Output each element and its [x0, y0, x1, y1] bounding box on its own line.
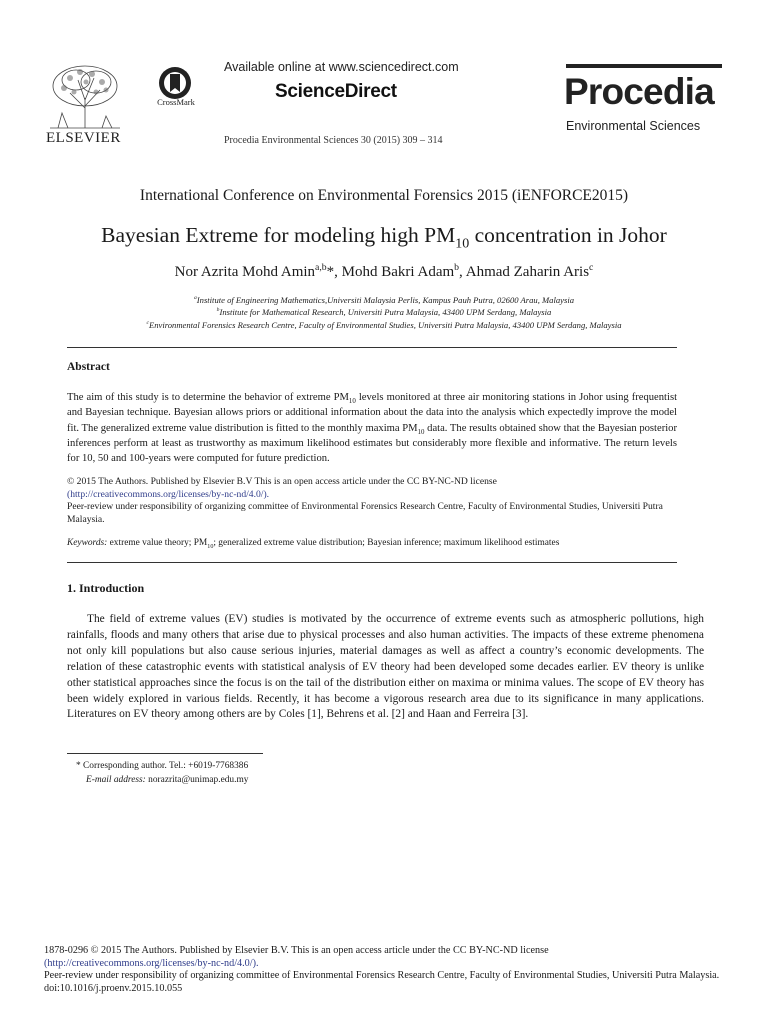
publisher-name: ELSEVIER — [46, 130, 121, 146]
journal-brand-subtitle: Environmental Sciences — [566, 119, 701, 133]
peer-review-statement: Peer-review under responsibility of organizing committee of Environmental Forensics Research Centre, Faculty of Environmental Studies, Universiti Putra Malaysia. — [67, 501, 663, 525]
conference-name: International Conference on Environmental Forensics 2015 (iENFORCE2015) — [139, 187, 629, 204]
abstract-heading: Abstract — [67, 361, 110, 373]
affiliation: $^b$Institute for Mathematical Research, Universiti Putra Malaysia, 43400 UPM Serdang, Malaysia — [216, 307, 552, 317]
affiliation: $^a$Institute of Engineering Mathematics,Universiti Malaysia Perlis, Kampus Pauh Putra, 02600 Arau, Malaysia — [193, 295, 574, 305]
author-email: E-mail address: norazrita@unimap.edu.my — [86, 775, 249, 785]
author-name: Ahmad Zaharin Aris — [465, 264, 590, 280]
footer-license-link[interactable]: (http://creativecommons.org/licenses/by-nc-nd/4.0/). — [44, 957, 259, 969]
affiliation: $^c$Environmental Forensics Research Centre, Faculty of Environmental Studies, Universiti Putra Malaysia, 43400 UPM Serdang, Malaysia — [146, 320, 622, 330]
available-online-text: Available online at www.sciencedirect.com — [224, 60, 459, 74]
author-list: Nor Azrita Mohd Amin$^{a,b}$*, Mohd Bakri Adam$^b$, Ahmad Zaharin Aris$^c$ — [174, 262, 594, 280]
license-statement: © 2015 The Authors. Published by Elsevier B.V This is an open access article under the CC BY-NC-ND license (http://creativecommons.org/licenses/by-nc-nd/4.0/). Peer-review under responsibility of organizing committee of Environmental Forensics Research Centre, Faculty of Environmental Studies, Universiti Putra Malaysia. — [67, 476, 687, 526]
doi[interactable]: doi:10.1016/j.proenv.2015.10.055 — [44, 982, 183, 994]
abstract-body: The aim of this study is to determine the behavior of extreme $PM_{10}$ levels monitored at three air monitoring stations in Johor using frequentist and Bayesian technique. Bayesian allows priors or additional information about the data into the analysis which expectedly improve the model fit. The generalized extreme value distribution is fitted to the monthly maxima $PM_{10}$ data. The results obtained show that the Bayesian posterior inferences perform at least as trustworthy as maximum likelihood estimates but considerably more flexible and informative. The return levels for 10, 50 and 100-years were computed for future prediction. — [67, 392, 678, 465]
corresponding-author: * Corresponding author. Tel.: +6019-7768386 — [76, 761, 249, 771]
license-link[interactable]: (http://creativecommons.org/licenses/by-nc-nd/4.0/). — [67, 488, 270, 500]
footnote-divider — [67, 753, 263, 754]
crossmark-label: CrossMark — [157, 97, 195, 107]
author-name: Mohd Bakri Adam — [341, 264, 455, 280]
journal-brand-rule — [566, 64, 722, 68]
paper-title: Bayesian Extreme for modeling high $PM_{10}$ concentration in Johor — [101, 223, 667, 252]
section-divider — [67, 562, 677, 563]
footer-peer-review: Peer-review under responsibility of organizing committee of Environmental Forensics Research Centre, Faculty of Environmental Studies, Universiti Putra Malaysia. — [44, 970, 720, 982]
sciencedirect-logo[interactable]: ScienceDirect — [275, 81, 397, 102]
journal-citation: Procedia Environmental Sciences 30 (2015) 309 – 314 — [224, 135, 443, 146]
keywords: Keywords: extreme value theory; $PM_{10}$; generalized extreme value distribution; Bayesian inference; maximum likelihood estimates — [67, 538, 560, 550]
section-heading: 1. Introduction — [67, 581, 145, 595]
journal-brand-logo: Procedia — [564, 71, 714, 112]
author-name: Nor Azrita Mohd Amin — [174, 264, 316, 280]
section-divider — [67, 347, 677, 348]
page-footer: 1878-0296 © 2015 The Authors. Published by Elsevier B.V. This is an open access article under the CC BY-NC-ND license (http://creativecommons.org/licenses/by-nc-nd/4.0/). Peer-review under responsibility of organizing committee of Environmental Forensics Research Centre, Faculty of Environmental Studies, Universiti Putra Malaysia. doi:10.1016/j.proenv.2015.10.055 — [44, 945, 724, 995]
introduction-body: The field of extreme values (EV) studies is motivated by the occurrence of extreme events such as atmospheric pollutions, high rainfalls, floods and many others that arise due to physical processes and also human activities. The impacts of these extreme phenomena not only kill populations but also cause serious injuries, material damages as well as affect a country’s economic developments. The relation of these catastrophic events with statistical analysis of EV theory had been developed some decades earlier. EV theory is unlike other statistical approaches since the focus is on the tail of the distribution either on maxima or minima values. The scope of EV theory has been widely explored in various fields. Recently, it has become a vigorous research area due to its significance in many applications. Literatures on EV theory among others are by Coles [1], Behrens et al. [2] and Haan and Ferreira [3]. — [67, 613, 704, 721]
